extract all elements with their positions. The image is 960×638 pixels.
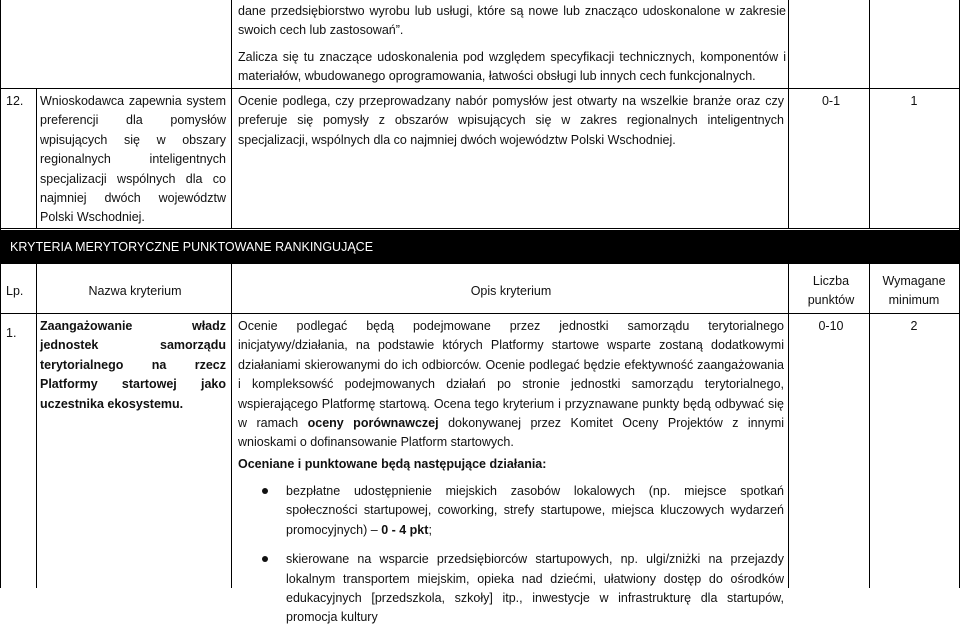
row-1-criterion-name: Zaangażowanie władz jednostek samorządu terytorialnego na rzecz Platformy startowej jako uczestnika ekosystemu. — [40, 319, 226, 411]
row-1-number: 1. — [6, 326, 17, 340]
list-item: skierowane na wsparcie przedsiębiorców startupowych, np. ulgi/zniżki na przejazdy lokalnym transportem miejskim, opieka nad dziećmi, ułatwiony dostęp do ośrodków edukacyjnych [przedszkola, szkoły] itp., inwestycje w infrastrukturę dla startupów, promocja kultury — [238, 550, 784, 628]
column-divider — [869, 264, 870, 588]
previous-row-text: dane przedsiębiorstwo wyrobu lub usługi, które są nowe lub znacząco udoskonalone w zakresie swoich cech lub zastosowań”. — [238, 4, 786, 38]
header-lp: Lp. — [6, 284, 24, 298]
column-divider — [36, 88, 37, 228]
row-12-description: Ocenie podlega, czy przeprowadzany nabór pomysłów jest otwarty na wszelkie branże oraz czy preferuje się pomysły z obszarów wpisujących się w zakres regionalnych inteligentnych specjalizacji, wspólnych dla co najmniej dwóch województw Polski Wschodniej. — [238, 94, 784, 147]
header-description: Opis kryterium — [470, 284, 552, 298]
row-12-criterion-name: Wnioskodawca zapewnia system preferencji dla pomysłów wpisujących się w obszary regionalnych inteligentnych specjalizacji wspólnych dla co najmniej dwóch województw Polski Wschodniej. — [40, 94, 226, 225]
header-name: Nazwa kryterium — [88, 284, 182, 298]
column-divider — [231, 0, 232, 229]
header-points: Liczba punktów — [807, 274, 855, 308]
row-1-subheading: Oceniane i punktowane będą następujące działania: — [238, 457, 547, 471]
column-divider — [0, 0, 1, 588]
row-12-points: 0-1 — [821, 94, 841, 108]
row-1-description: Ocenie podlegać będą podejmowane przez jednostki samorządu terytorialnego inicjatywy/działania, na podstawie których Platformy startowe wsparte zostaną dodatkowymi działaniami skierowanymi do ich odbiorców. Ocenie podlegać będzie efektywność zaangażowania i kompleksowść podejmowanych działań po stronie jednostki samorządu terytorialnego, wspierającego Platformę startową. Ocena tego kryterium i przyznawane punkty będą odbywać się w ramach oceny porównawczej dokonywanej przez Komitet Oceny Projektów z innymi wnioskami o dofinansowanie Platform startowych. — [238, 319, 785, 450]
column-divider — [36, 264, 37, 588]
header-minimum: Wymagane minimum — [882, 274, 946, 308]
row-divider — [0, 88, 960, 89]
bullet-icon — [262, 556, 268, 562]
column-divider — [869, 0, 870, 229]
section-banner: KRYTERIA MERYTORYCZNE PUNKTOWANE RANKINGUJĄCE — [0, 230, 960, 264]
row-divider — [0, 228, 960, 229]
column-divider — [231, 264, 232, 588]
list-item: bezpłatne udostępnienie miejskich zasobów lokalowych (np. miejsce spotkań społeczności startupowej, coworking, strefy startupowe, miejsca kluczowych wydarzeń promocyjnych) – 0 - 4 pkt; — [238, 482, 784, 540]
previous-row-text-2: Zalicza się tu znaczące udoskonalenia pod względem specyfikacji technicznych, komponentów i materiałów, wbudowanego oprogramowania, łatwości obsługi lub innych cech funkcjonalnych. — [238, 50, 786, 84]
row-1-activities-list — [238, 482, 784, 638]
row-12-minimum: 1 — [910, 94, 918, 108]
row-1-minimum: 2 — [910, 319, 918, 333]
column-divider — [788, 264, 789, 588]
column-divider — [788, 0, 789, 229]
row-1-points: 0-10 — [818, 319, 844, 333]
bullet-icon — [262, 488, 268, 494]
row-12-number: 12. — [6, 94, 24, 108]
row-divider — [0, 313, 960, 314]
